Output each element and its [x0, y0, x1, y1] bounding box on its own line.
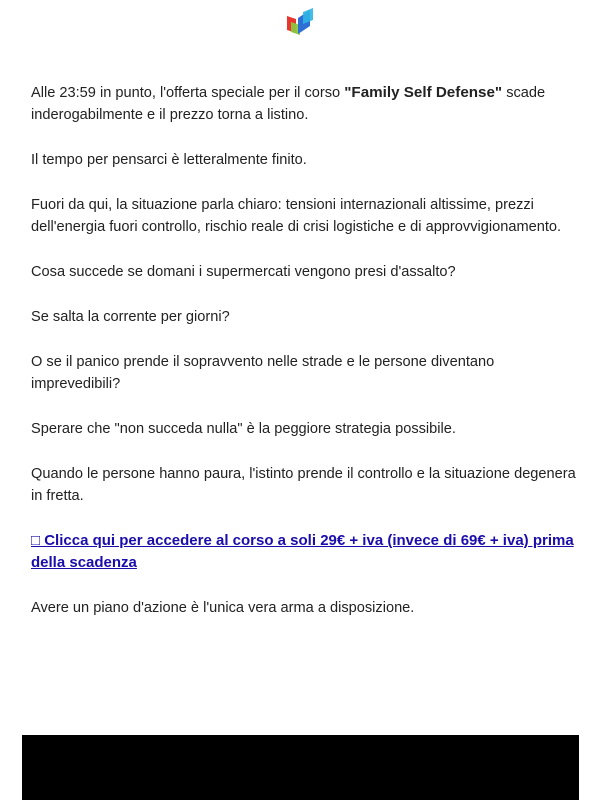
panic-question: O se il panico prende il sopravvento nelle strade e le persone diventano imprevedibili? — [31, 354, 495, 392]
time-paragraph: Il tempo per pensarci è letteralmente finito. — [31, 152, 307, 168]
email-body — [31, 82, 576, 619]
logo-header — [0, 8, 600, 38]
course-access-link[interactable]: □ Clicca qui per accedere al corso a soli 29€ + iva (invece di 69€ + iva) prima della scadenza — [31, 532, 574, 571]
fear-paragraph: Quando le persone hanno paura, l'istinto prende il controllo e la situazione degenera in fretta. — [31, 466, 576, 504]
brand-logo-icon — [283, 8, 317, 36]
action-plan-paragraph: Avere un piano d'azione è l'unica vera arma a disposizione. — [31, 600, 415, 616]
offer-paragraph: Alle 23:59 in punto, l'offerta speciale per il corso "Family Self Defense" scade inderogabilmente e il prezzo torna a listino. — [31, 84, 546, 123]
footer-banner — [22, 735, 579, 800]
course-name: "Family Self Defense" — [344, 84, 503, 101]
supermarket-question: Cosa succede se domani i supermercati vengono presi d'assalto? — [31, 264, 456, 280]
situation-paragraph: Fuori da qui, la situazione parla chiaro: tensioni internazionali altissime, prezzi dell'energia fuori controllo, rischio reale di crisi logistiche e di approvvigionamento. — [31, 197, 562, 235]
power-question: Se salta la corrente per giorni? — [31, 309, 230, 325]
strategy-paragraph: Sperare che "non succeda nulla" è la peggiore strategia possibile. — [31, 421, 456, 437]
cta-paragraph — [31, 530, 576, 574]
